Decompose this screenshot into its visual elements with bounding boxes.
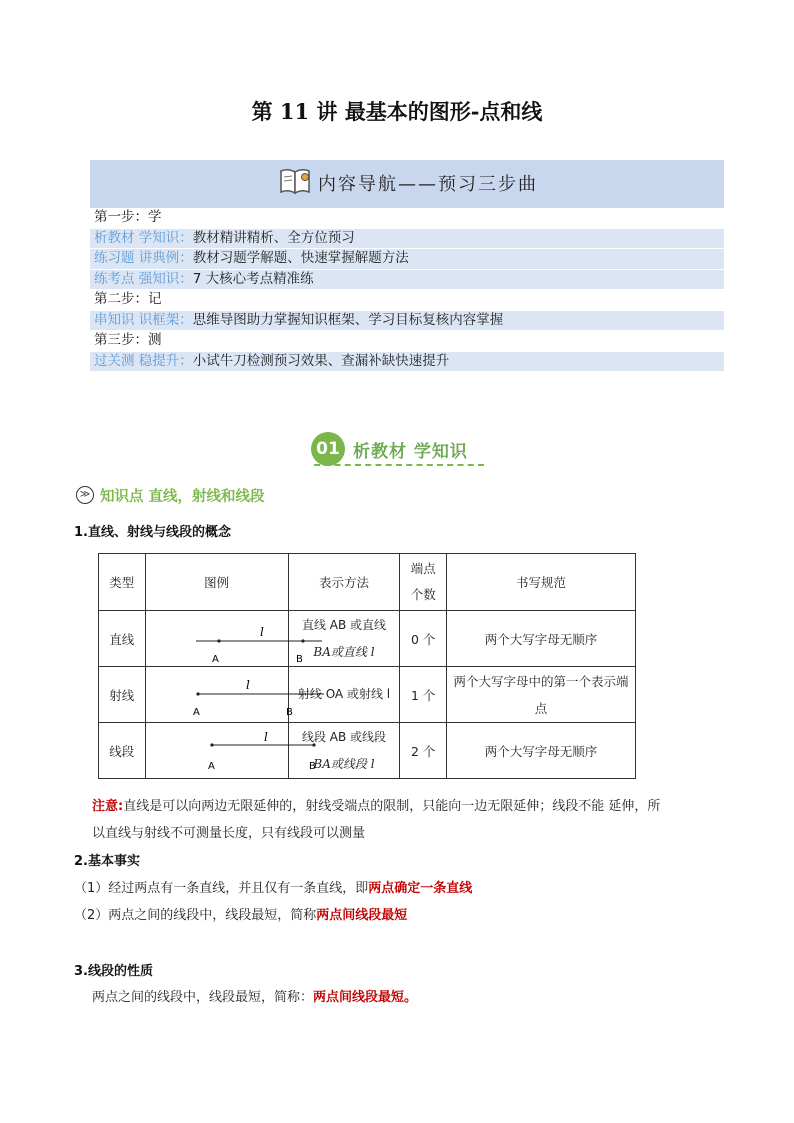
cell-method (288, 723, 400, 779)
knowledge-point-title: 知识点 直线，射线和线段 (100, 489, 265, 505)
table-header (400, 554, 447, 611)
property-text: 两点之间的线段中，线段最短，简称： (92, 990, 314, 1005)
heading-segment-property: 3.线段的性质 (74, 964, 153, 979)
nav-row-value: 教材习题学解题、快速掌握解题方法 (192, 250, 409, 266)
concept-table (98, 553, 636, 779)
svg-text:B: B (285, 707, 293, 718)
section-title: 析教材 学知识 (353, 442, 468, 462)
cell-figure-line (145, 611, 303, 667)
table-header: 图例 (145, 554, 288, 611)
fact-item-1 (74, 877, 472, 896)
line-diagram (146, 611, 303, 666)
nav-row-value: 思维导图助力掌握知识框架、学习目标复核内容掌握 (192, 311, 504, 328)
segment-diagram (146, 723, 316, 778)
cell-figure-segment (145, 723, 316, 779)
method-line1: 射线 OA 或射线 l (297, 687, 391, 701)
property-highlight: 两点间线段最短。 (313, 990, 418, 1005)
fact-text: （1）经过两点有一条直线，并且仅有一条直线，即 (74, 881, 369, 896)
method-line1: 直线 AB 或直线 (301, 617, 387, 632)
nav-row-value: 小试牛刀检测预习效果、查漏补缺快速提升 (192, 352, 450, 369)
table-header: 书写规范 (446, 554, 635, 611)
cell-rule: 两个大写字母无顺序 (446, 611, 635, 667)
svg-text:A: A (192, 707, 200, 718)
nav-row (90, 311, 724, 331)
nav-row (90, 270, 724, 290)
nav-step-1: 第一步：学 (90, 208, 724, 228)
cell-rule: 两个大写字母无顺序 (446, 723, 635, 779)
ray-diagram (146, 667, 293, 722)
nav-header-text: 内容导航——预习三步曲 (318, 174, 538, 195)
cell-method (288, 611, 400, 667)
table-header: 类型 (99, 554, 146, 611)
nav-row (90, 249, 724, 269)
fact-item-2 (74, 904, 407, 923)
svg-text:l: l (259, 625, 264, 639)
header-endpoint-line1: 端点 (410, 561, 436, 576)
nav-header (90, 160, 724, 208)
note-label: 注意: (92, 799, 124, 814)
note-line-2: 以直线与射线不可测量长度，只有线段可以测量 (92, 826, 366, 841)
cell-type: 射线 (99, 667, 146, 723)
cell-count: 0 个 (400, 611, 447, 667)
nav-row-key: 串知识 识框架： (94, 311, 193, 328)
fact-highlight: 两点确定一条直线 (368, 881, 473, 896)
fact-text: （2）两点之间的线段中，线段最短，简称 (74, 908, 317, 923)
note-line-1 (92, 795, 660, 814)
nav-row (90, 352, 724, 372)
svg-text:l: l (245, 678, 250, 692)
table-header-row (99, 554, 636, 611)
table-row (99, 723, 636, 779)
book-icon (278, 167, 312, 199)
section-number-badge: 01 (311, 432, 345, 466)
section-underline (314, 464, 484, 466)
cell-rule: 两个大写字母中的第一个表示端点 (446, 667, 635, 723)
nav-row (90, 229, 724, 249)
chevron-circle-icon: ≫ (76, 486, 94, 504)
cell-type: 线段 (99, 723, 146, 779)
svg-text:B: B (295, 654, 303, 665)
header-endpoint-line2: 个数 (410, 587, 436, 602)
nav-step-2: 第二步：记 (90, 290, 724, 310)
table-row (99, 611, 636, 667)
method-line1: 线段 AB 或线段 (301, 729, 387, 744)
svg-text:l: l (263, 730, 268, 744)
svg-text:A: A (207, 761, 215, 772)
svg-text:B: B (308, 761, 316, 772)
cell-count: 1 个 (400, 667, 447, 723)
content-navigation-box (90, 160, 724, 382)
heading-basic-facts: 2.基本事实 (74, 854, 140, 869)
table-row (99, 667, 636, 723)
nav-row-value: 7 大核心考点精准练 (192, 270, 314, 287)
segment-property-text (92, 986, 417, 1005)
cell-figure-ray (145, 667, 293, 723)
fact-highlight: 两点间线段最短 (316, 908, 408, 923)
nav-step-3: 第三步：测 (90, 331, 724, 351)
method-line2: BA或线段 l (313, 756, 375, 771)
svg-text:A: A (211, 654, 219, 665)
nav-row-key: 练习题 讲典例： (94, 250, 193, 266)
table-header: 表示方法 (288, 554, 400, 611)
page-title: 第 11 讲 最基本的图形-点和线 (251, 99, 543, 124)
nav-row-value: 教材精讲精析、全方位预习 (192, 229, 355, 246)
nav-row-key: 析教材 学知识： (94, 229, 193, 246)
heading-concepts: 1.直线、射线与线段的概念 (74, 525, 231, 540)
cell-type: 直线 (99, 611, 146, 667)
note-text: 直线是可以向两边无限延伸的，射线受端点的限制，只能向一边无限延伸；线段不能 延伸，所 (123, 799, 661, 814)
method-line2: BA或直线 l (313, 644, 375, 659)
nav-row-key: 过关测 稳提升： (94, 352, 193, 369)
nav-row-key: 练考点 强知识： (94, 270, 193, 287)
cell-count: 2 个 (400, 723, 447, 779)
